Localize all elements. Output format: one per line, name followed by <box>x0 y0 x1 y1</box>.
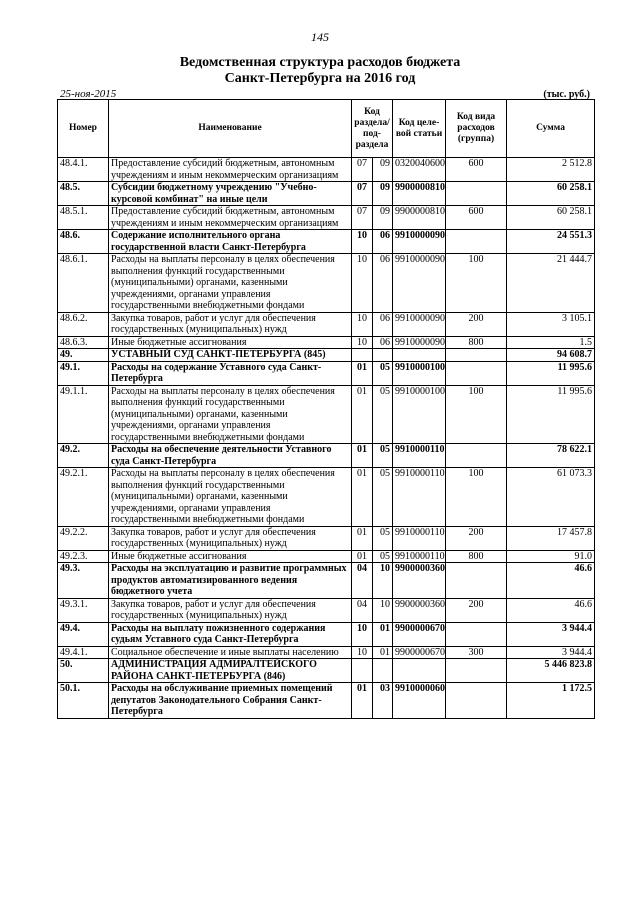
cell-expense-type <box>446 230 507 254</box>
cell-sum: 61 073.3 <box>507 468 595 527</box>
table-row <box>58 563 595 599</box>
cell-sum: 2 512.8 <box>507 158 595 182</box>
cell-subsection: 09 <box>373 206 393 230</box>
cell-expense-type: 800 <box>446 336 507 349</box>
cell-expense-type: 100 <box>446 385 507 444</box>
cell-name: Социальное обеспечение и иные выплаты населению <box>109 646 352 659</box>
table-row <box>58 550 595 563</box>
cell-expense-type: 200 <box>446 526 507 550</box>
cell-section: 10 <box>352 646 373 659</box>
cell-name: Субсидии бюджетному учреждению "Учебно-курсовой комбинат" на иные цели <box>109 182 352 206</box>
cell-subsection: 05 <box>373 468 393 527</box>
cell-section: 01 <box>352 683 373 719</box>
cell-section: 07 <box>352 158 373 182</box>
cell-target: 9910000100 <box>393 385 446 444</box>
cell-number: 48.6.2. <box>58 312 109 336</box>
table-row <box>58 361 595 385</box>
document-title <box>0 55 640 87</box>
cell-target: 0320040600 <box>393 158 446 182</box>
cell-name: Закупка товаров, работ и услуг для обеспечения государственных (муниципальных) нужд <box>109 598 352 622</box>
cell-target: 9910000090 <box>393 312 446 336</box>
cell-number: 48.5.1. <box>58 206 109 230</box>
cell-expense-type: 200 <box>446 598 507 622</box>
col-expense-type: Код вида расходов (группа) <box>446 100 507 158</box>
cell-target: 9900000360 <box>393 563 446 599</box>
cell-name: Расходы на обеспечение деятельности Уставного суда Санкт-Петербурга <box>109 444 352 468</box>
cell-section: 07 <box>352 206 373 230</box>
cell-expense-type: 800 <box>446 550 507 563</box>
cell-expense-type <box>446 444 507 468</box>
cell-sum: 11 995.6 <box>507 385 595 444</box>
cell-section: 10 <box>352 254 373 313</box>
cell-name: Расходы на выплаты персоналу в целях обеспечения выполнения функций государственными (муниципальными) органами, казенными учреждениями, органами управления государственными внебюджетными фондами <box>109 385 352 444</box>
cell-expense-type <box>446 622 507 646</box>
cell-name: Предоставление субсидий бюджетным, автономным учреждениям и иным некоммерческим организациям <box>109 206 352 230</box>
cell-number: 50. <box>58 659 109 683</box>
cell-subsection: 01 <box>373 646 393 659</box>
cell-number: 49.2. <box>58 444 109 468</box>
cell-sum: 1.5 <box>507 336 595 349</box>
table-header <box>58 100 595 158</box>
cell-expense-type: 100 <box>446 468 507 527</box>
cell-number: 49.1. <box>58 361 109 385</box>
table-row <box>58 526 595 550</box>
cell-sum: 78 622.1 <box>507 444 595 468</box>
cell-number: 50.1. <box>58 683 109 719</box>
cell-subsection: 05 <box>373 550 393 563</box>
cell-section: 07 <box>352 182 373 206</box>
cell-expense-type <box>446 182 507 206</box>
cell-sum: 24 551.3 <box>507 230 595 254</box>
cell-name: Расходы на выплаты персоналу в целях обеспечения выполнения функций государственными (муниципальными) органами, казенными учреждениями, органами управления государственными внебюджетными фондами <box>109 468 352 527</box>
units-label: (тыс. руб.) <box>543 89 590 100</box>
table-row <box>58 349 595 362</box>
cell-target: 9910000090 <box>393 230 446 254</box>
cell-section: 04 <box>352 563 373 599</box>
cell-number: 49.3.1. <box>58 598 109 622</box>
table-row <box>58 206 595 230</box>
cell-section: 01 <box>352 361 373 385</box>
cell-expense-type: 300 <box>446 646 507 659</box>
table-row <box>58 659 595 683</box>
cell-sum: 60 258.1 <box>507 206 595 230</box>
cell-subsection: 06 <box>373 336 393 349</box>
cell-sum: 46.6 <box>507 598 595 622</box>
cell-expense-type: 600 <box>446 158 507 182</box>
cell-name: Закупка товаров, работ и услуг для обеспечения государственных (муниципальных) нужд <box>109 526 352 550</box>
cell-target: 9910000110 <box>393 468 446 527</box>
cell-name: Расходы на обслуживание приемных помещений депутатов Законодательного Собрания Санкт-Петербурга <box>109 683 352 719</box>
cell-section: 01 <box>352 526 373 550</box>
table-row <box>58 598 595 622</box>
cell-number: 48.6.1. <box>58 254 109 313</box>
cell-name: Предоставление субсидий бюджетным, автономным учреждениям и иным некоммерческим организациям <box>109 158 352 182</box>
cell-subsection: 01 <box>373 622 393 646</box>
cell-sum: 91.0 <box>507 550 595 563</box>
table-row <box>58 444 595 468</box>
cell-expense-type <box>446 683 507 719</box>
table-row <box>58 158 595 182</box>
cell-subsection <box>373 659 393 683</box>
cell-subsection: 10 <box>373 598 393 622</box>
cell-sum: 94 608.7 <box>507 349 595 362</box>
cell-number: 49.4. <box>58 622 109 646</box>
cell-expense-type <box>446 659 507 683</box>
page-number: 145 <box>311 30 329 44</box>
col-name: Наименование <box>109 100 352 158</box>
col-sum: Сумма <box>507 100 595 158</box>
table-row <box>58 683 595 719</box>
cell-sum: 11 995.6 <box>507 361 595 385</box>
cell-number: 49. <box>58 349 109 362</box>
cell-section: 10 <box>352 230 373 254</box>
cell-subsection: 06 <box>373 312 393 336</box>
cell-number: 49.3. <box>58 563 109 599</box>
table-body <box>58 158 595 719</box>
title-line-1: Ведомственная структура расходов бюджета <box>179 55 461 70</box>
cell-number: 48.5. <box>58 182 109 206</box>
cell-subsection: 03 <box>373 683 393 719</box>
table-row <box>58 336 595 349</box>
cell-subsection: 05 <box>373 361 393 385</box>
cell-section: 01 <box>352 385 373 444</box>
cell-section: 01 <box>352 550 373 563</box>
cell-subsection: 06 <box>373 230 393 254</box>
cell-name: Содержание исполнительного органа государственной власти Санкт-Петербурга <box>109 230 352 254</box>
cell-expense-type: 100 <box>446 254 507 313</box>
cell-name: Расходы на выплаты персоналу в целях обеспечения выполнения функций государственными (муниципальными) органами, казенными учреждениями, органами управления государственными внебюджетными фондами <box>109 254 352 313</box>
cell-name: Иные бюджетные ассигнования <box>109 550 352 563</box>
cell-sum: 60 258.1 <box>507 182 595 206</box>
cell-section <box>352 659 373 683</box>
cell-section: 01 <box>352 468 373 527</box>
table-row <box>58 182 595 206</box>
cell-number: 49.4.1. <box>58 646 109 659</box>
cell-sum: 46.6 <box>507 563 595 599</box>
cell-name: Иные бюджетные ассигнования <box>109 336 352 349</box>
cell-section <box>352 349 373 362</box>
cell-sum: 1 172.5 <box>507 683 595 719</box>
cell-section: 10 <box>352 336 373 349</box>
cell-target: 9910000060 <box>393 683 446 719</box>
cell-target: 9910000090 <box>393 254 446 313</box>
cell-number: 48.6. <box>58 230 109 254</box>
cell-number: 49.2.1. <box>58 468 109 527</box>
col-number: Номер <box>58 100 109 158</box>
table-row <box>58 230 595 254</box>
cell-name: АДМИНИСТРАЦИЯ АДМИРАЛТЕЙСКОГО РАЙОНА САНКТ-ПЕТЕРБУРГА (846) <box>109 659 352 683</box>
cell-number: 48.4.1. <box>58 158 109 182</box>
document-date: 25-ноя-2015 <box>60 88 117 100</box>
cell-name: Расходы на выплату пожизненного содержания судьям Уставного суда Санкт-Петербурга <box>109 622 352 646</box>
cell-sum: 17 457.8 <box>507 526 595 550</box>
cell-section: 10 <box>352 622 373 646</box>
cell-name: УСТАВНЫЙ СУД САНКТ-ПЕТЕРБУРГА (845) <box>109 349 352 362</box>
cell-target: 9910000100 <box>393 361 446 385</box>
cell-subsection <box>373 349 393 362</box>
cell-expense-type <box>446 349 507 362</box>
cell-subsection: 05 <box>373 385 393 444</box>
table-row <box>58 622 595 646</box>
cell-subsection: 05 <box>373 444 393 468</box>
cell-name: Закупка товаров, работ и услуг для обеспечения государственных (муниципальных) нужд <box>109 312 352 336</box>
cell-number: 49.2.3. <box>58 550 109 563</box>
cell-subsection: 05 <box>373 526 393 550</box>
cell-target: 9910000110 <box>393 550 446 563</box>
cell-expense-type <box>446 361 507 385</box>
cell-subsection: 06 <box>373 254 393 313</box>
table-row <box>58 468 595 527</box>
cell-expense-type: 600 <box>446 206 507 230</box>
cell-number: 48.6.3. <box>58 336 109 349</box>
cell-name: Расходы на эксплуатацию и развитие программных продуктов автоматизированного ведения бюджетного учета <box>109 563 352 599</box>
cell-target: 9910000110 <box>393 444 446 468</box>
cell-expense-type: 200 <box>446 312 507 336</box>
col-section: Код раздела/ под-раздела <box>352 100 393 158</box>
cell-target: 9900000670 <box>393 646 446 659</box>
cell-subsection: 09 <box>373 158 393 182</box>
cell-section: 10 <box>352 312 373 336</box>
cell-target <box>393 349 446 362</box>
cell-target: 9900000360 <box>393 598 446 622</box>
cell-sum: 3 105.1 <box>507 312 595 336</box>
cell-target: 9900000670 <box>393 622 446 646</box>
cell-number: 49.2.2. <box>58 526 109 550</box>
col-target: Код целе-вой статьи <box>393 100 446 158</box>
cell-section: 04 <box>352 598 373 622</box>
cell-name: Расходы на содержание Уставного суда Санкт-Петербурга <box>109 361 352 385</box>
budget-table <box>57 99 595 719</box>
cell-expense-type <box>446 563 507 599</box>
cell-sum: 3 944.4 <box>507 646 595 659</box>
cell-section: 01 <box>352 444 373 468</box>
cell-subsection: 10 <box>373 563 393 599</box>
cell-target: 9900000810 <box>393 206 446 230</box>
cell-target: 9900000810 <box>393 182 446 206</box>
table-row <box>58 254 595 313</box>
table-row <box>58 385 595 444</box>
cell-subsection: 09 <box>373 182 393 206</box>
cell-number: 49.1.1. <box>58 385 109 444</box>
table-row <box>58 646 595 659</box>
cell-sum: 3 944.4 <box>507 622 595 646</box>
cell-sum: 5 446 823.8 <box>507 659 595 683</box>
cell-target: 9910000090 <box>393 336 446 349</box>
cell-target: 9910000110 <box>393 526 446 550</box>
table-row <box>58 312 595 336</box>
cell-target <box>393 659 446 683</box>
cell-sum: 21 444.7 <box>507 254 595 313</box>
title-line-2: Санкт-Петербурга на 2016 год <box>224 71 416 86</box>
